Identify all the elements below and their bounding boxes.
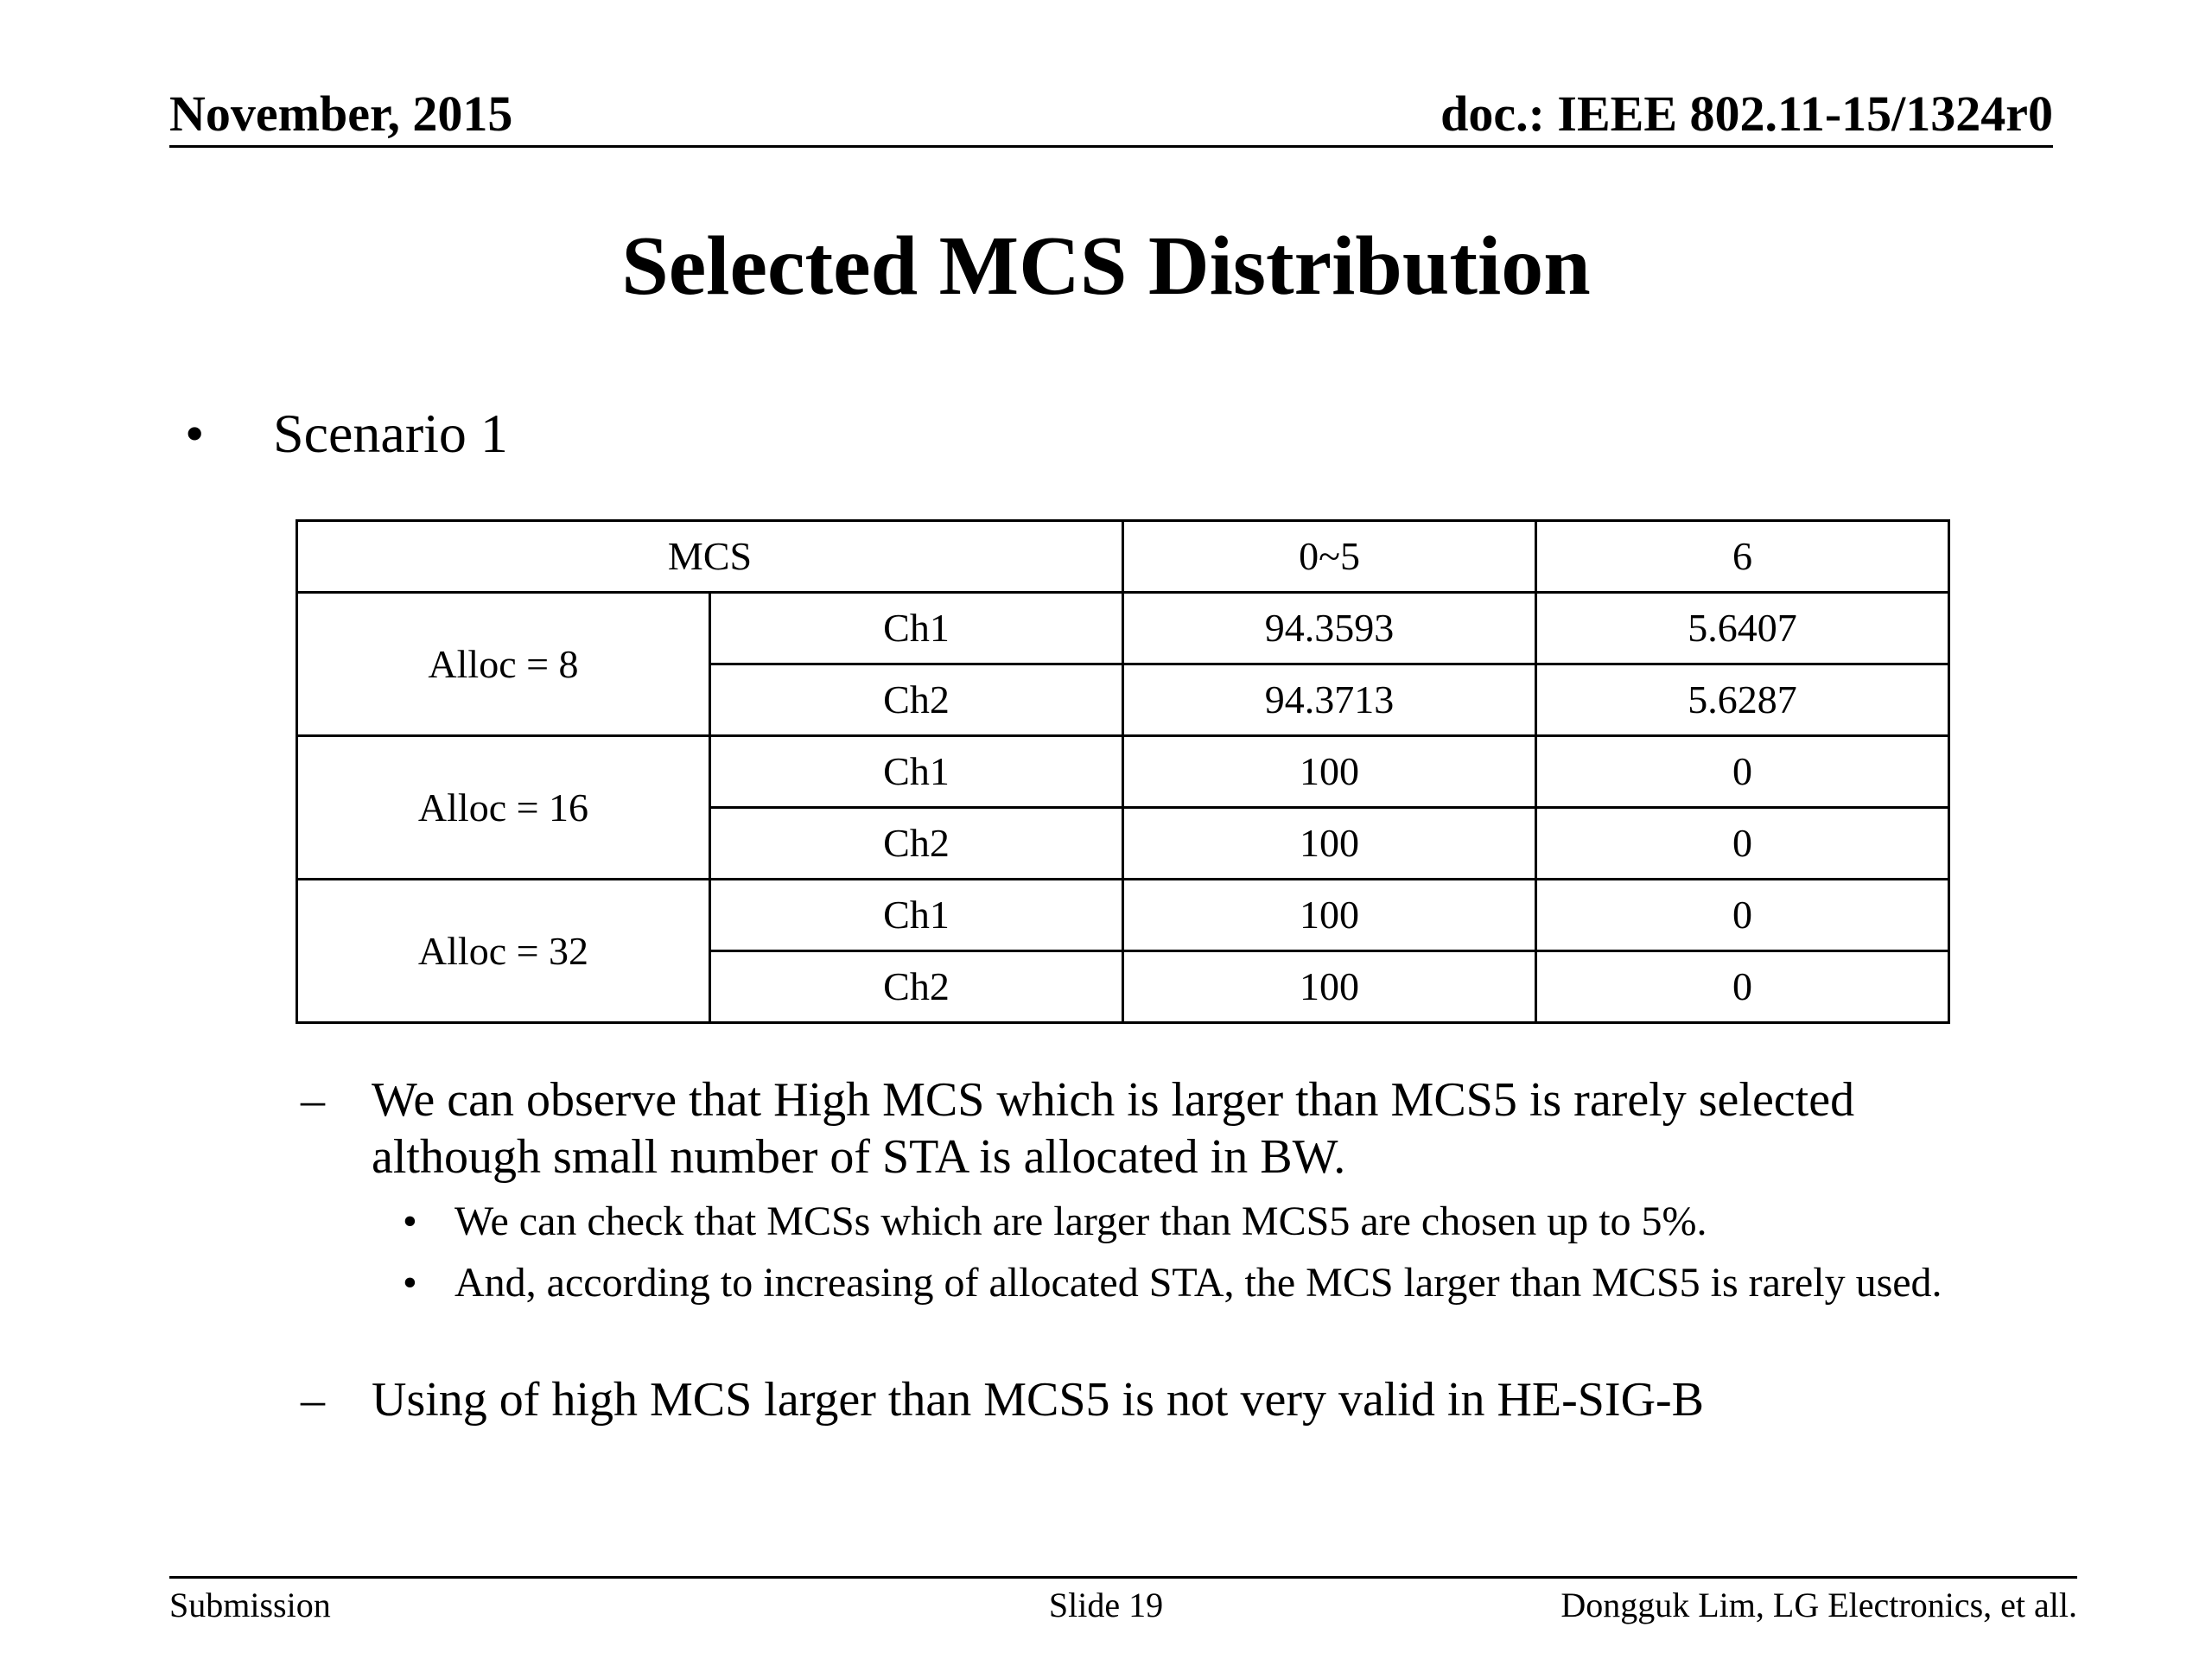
- bullet-text: Scenario 1: [273, 403, 508, 464]
- header-mcs-cell: MCS: [297, 521, 1123, 593]
- mcs0-5-value-cell: 100: [1123, 736, 1536, 808]
- table-row: [297, 593, 1949, 664]
- footer-slide-number: Slide 19: [1048, 1586, 1164, 1624]
- table-row: [297, 880, 1949, 951]
- channel-cell: Ch1: [710, 593, 1123, 664]
- mcs0-5-value-cell: 100: [1123, 880, 1536, 951]
- observation-subtext: We can check that MCSs which are larger than MCS5 are chosen up to 5%.: [454, 1198, 1707, 1244]
- mcs6-value-cell: 5.6407: [1536, 593, 1949, 664]
- dot-mark: •: [403, 1260, 417, 1306]
- dash-mark: –: [301, 1073, 325, 1127]
- table-header-row: [297, 521, 1949, 593]
- channel-cell: Ch1: [710, 880, 1123, 951]
- slide-header: [169, 83, 2053, 148]
- mcs0-5-value-cell: 100: [1123, 951, 1536, 1023]
- header-mcs6-cell: 6: [1536, 521, 1949, 593]
- header-date: November, 2015: [169, 86, 513, 142]
- slide-title: Selected MCS Distribution: [621, 219, 1591, 313]
- dash-mark: –: [301, 1373, 325, 1427]
- alloc-label-cell: Alloc = 32: [297, 880, 710, 1023]
- mcs6-value-cell: 0: [1536, 808, 1949, 880]
- observation-text: Using of high MCS larger than MCS5 is not very valid in HE-SIG-B: [372, 1373, 1705, 1427]
- observation-subtext: And, according to increasing of allocated STA, the MCS larger than MCS5 is rarely used.: [454, 1260, 1942, 1306]
- alloc-label-cell: Alloc = 8: [297, 593, 710, 736]
- mcs0-5-value-cell: 94.3593: [1123, 593, 1536, 664]
- channel-cell: Ch2: [710, 664, 1123, 736]
- mcs0-5-value-cell: 94.3713: [1123, 664, 1536, 736]
- channel-cell: Ch1: [710, 736, 1123, 808]
- mcs6-value-cell: 0: [1536, 736, 1949, 808]
- mcs0-5-value-cell: 100: [1123, 808, 1536, 880]
- footer-divider: [169, 1576, 2077, 1579]
- mcs6-value-cell: 0: [1536, 951, 1949, 1023]
- header-mcs0-5-cell: 0~5: [1123, 521, 1536, 593]
- footer-author: Dongguk Lim, LG Electronics, et all.: [1560, 1586, 2077, 1624]
- channel-cell: Ch2: [710, 951, 1123, 1023]
- table-row: [297, 736, 1949, 808]
- observation-text: We can observe that High MCS which is larger than MCS5 is rarely selected although small number of STA is allocated in BW.: [372, 1073, 1855, 1184]
- footer-submission: Submission: [169, 1586, 331, 1624]
- mcs6-value-cell: 0: [1536, 880, 1949, 951]
- bullet-mark: •: [185, 403, 205, 464]
- dot-mark: •: [403, 1198, 417, 1244]
- mcs6-value-cell: 5.6287: [1536, 664, 1949, 736]
- alloc-label-cell: Alloc = 16: [297, 736, 710, 880]
- mcs-distribution-table: [296, 519, 1950, 1024]
- channel-cell: Ch2: [710, 808, 1123, 880]
- header-doc-id: doc.: IEEE 802.11-15/1324r0: [1440, 86, 2053, 142]
